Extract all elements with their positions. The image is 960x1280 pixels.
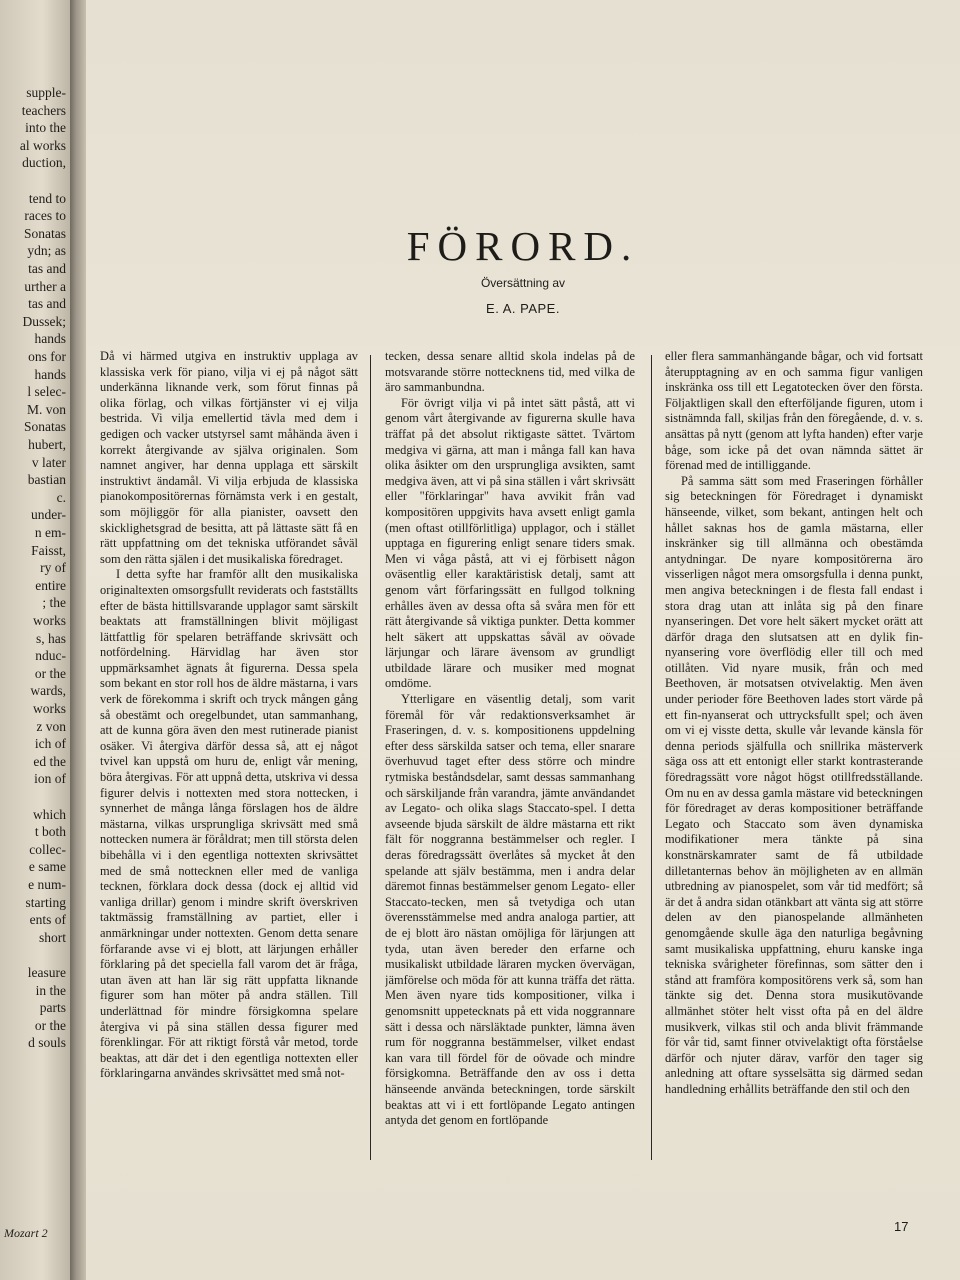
left-page-line: tas and	[28, 261, 66, 276]
text-column-2	[385, 349, 635, 1169]
left-page-line: or the	[34, 665, 66, 681]
left-page-line: supple-	[26, 85, 66, 100]
left-page-line: Dussek;	[22, 313, 66, 329]
left-page-line: ents of	[29, 912, 66, 928]
left-page-line: collec-	[29, 841, 66, 857]
left-page-line: ; the	[42, 595, 66, 611]
left-page-line: z von	[36, 718, 66, 734]
page-number: 17	[894, 1219, 909, 1234]
left-page-line: M. von	[26, 401, 66, 417]
column-divider	[370, 355, 371, 1160]
left-page-line: races to	[24, 208, 66, 224]
left-page-line: ed the	[33, 753, 66, 769]
left-page-line: which	[33, 806, 66, 822]
left-page-line: Faisst,	[31, 542, 66, 558]
left-page-line: works	[33, 701, 66, 716]
left-page-line: ydn; as	[27, 243, 66, 259]
left-page-line: ich of	[34, 736, 66, 752]
left-page-line: e num-	[28, 877, 66, 892]
left-page-line: n em-	[34, 525, 66, 540]
left-page-line: l selec-	[27, 384, 66, 400]
left-page-line: hands	[34, 331, 66, 347]
left-page-line: ion of	[34, 771, 66, 787]
left-page-line: t both	[34, 824, 66, 840]
page-subtitle: Översättning av	[480, 276, 566, 290]
book-gutter	[70, 0, 86, 1280]
left-page-line: d souls	[28, 1035, 66, 1051]
left-page-line: starting	[25, 894, 66, 910]
left-page-line: urther a	[24, 278, 66, 294]
left-page-footer: Mozart 2	[4, 1226, 48, 1240]
left-page-line: in the	[35, 982, 66, 998]
left-page-line: s, has	[36, 630, 66, 646]
left-page-line: leasure	[27, 965, 66, 980]
left-page-line: e same	[28, 859, 66, 875]
left-page-line: tend to	[28, 190, 66, 206]
left-page-line: ons for	[28, 349, 66, 364]
left-page-fragment	[0, 0, 70, 1280]
paragraph: tecken, dessa senare alltid skola indelas på de motsvarande större nottecknens tid, med vilka de äro sammanbundna.	[385, 349, 635, 395]
text-column-3	[665, 349, 923, 1169]
paragraph: På samma sätt som med Fraseringen förhåller sig beteckningen för Föredraget i dynamiskt hänseende, vilket, som bekant, antingen helt och hållet saknas hos de gamla mästarna, eller inskränker sig till allmänna och obestämda antydningar. De nyare kompositörerna äro visserligen något mera omsorgsfulla i denna punkt, men angiva beteckningen i de flesta fall endast i stora drag utan att inlåta sig på den finare nyanseringen. Det vore helt säkert mycket orätt att därför draga den slutsatsen att en dylik fin-nyansering vore överflödig eller till och med otillåten. Vid nyare musik, från och med Beethoven, är motsatsen otvivelaktig. Men även under perioder före Beethoven lades stort värde på ett fin-nyanserat och uttrycksfullt spel; och även om vi ej visste detta, skulle vår levande känsla för denna periods själfulla och snillrika mästerverk säga oss att ett entonigt eller starkt kontrasterande föredragssätt vore något högst otillfredsställande. Om nu en av dessa gamla mästare vid beteckningen för föredraget av deras kompositioner beträffande Legato och Staccato som även dynamiska modifikationer mera tänkte på sina konstnärskamrater samt de få utbildade dilletanternas behov än möjligheten av en allmän utbredning av pianospelet, som vår tid medfört; så är det å andra sidan otänkbart att vänta sig att större delen av den pianospelande allmänheten genomgående skulle äga den naturliga begåvning samt musikaliska uppfattning, ehuru kanske inga tekniska svårigheter förefinnas, som sätter den i stånd att framföra kompositörens verk så, som han tänkte sig det. Denna stora musikutövande allmänhet stöter helt visst ofta på en del äldre musikverk, vilkas stil och anda blivit främmande för vår tid, samt finner otvivelaktigt ofta förståelse därför och njuter därav, varför den tager sig anledning att oftare sysselsätta sig därmed sedan handledning erhållits beträffande den stil och den	[665, 473, 923, 1096]
left-page-line: tas and	[28, 296, 66, 312]
left-page-line: works	[33, 613, 66, 628]
left-page-line: wards,	[30, 683, 66, 699]
left-page-line: under-	[31, 507, 66, 523]
paragraph: I detta syfte har framför allt den musikaliska originaltexten omsorgsfullt reviderats och fastställts efter de bästa hittillsvarande upplagor samt särskilt beaktats att framställningen blivit möjligast lättfattlig för spelaren beträffande skrivsätt och notfördelning. Härvidlag har även stor uppmärksamhet ägnats åt figurerna. Dessa spela som bekant en stor roll hos de äldre mästarna, i vars verk de förekomma i skrift och tryck mången gång så obestämt och oregelbundet, utan sammanhang, att de kunna göra även den mest rutinerade pianist osäker. Vi återgiva därför dessa så, att ej något tvivel kan uppstå om huru de, enligt vår mening, böra återgivas. För att uppnå detta, utskriva vi dessa figurer delvis i nottexten med stora nottecken, i synnerhet de många långa förslagen hos de äldre mästarna, vilkas ursprungliga skrivsätt med små nottecken numera är föråldrat; men till största delen bibehålla vi i den egentliga nottexten skrivsättet med de små nottecknen eller med de vanliga tecknen, förklara dock dessa (dock ej alltid vid vanliga drillar) genom i mindre skrift överskriven taktmässig framställning av partiet, eller i anmärkningar under nottexten. Genom detta senare förfarande avse vi ej blott, att lärjungen erhåller förklaring på det speciella fall varom det är fråga, utan även att han lär sig rätt uppfatta liknande figurer som han möter på andra ställen. Till underlättnad för mindre försigkomna spelare återgiva vi på sina ställen dessa figurer med förenklingar. För att riktigt förstå vår metod, torde beaktas, att där det i den egentliga nottexten eller förklaringarna användes skrivsättet med små not-	[100, 567, 358, 1081]
left-page-line: parts	[39, 1000, 66, 1016]
left-page-line: Sonatas	[24, 419, 66, 435]
left-page-line: al works	[19, 137, 66, 153]
left-page-line: c.	[56, 489, 66, 505]
left-page-line: teachers	[21, 102, 66, 118]
left-page-line: duction,	[22, 155, 66, 171]
left-page-line: bastian	[27, 472, 66, 488]
text-column-1	[100, 349, 358, 1169]
left-page-line: entire	[35, 577, 66, 593]
left-page-line: hubert,	[28, 437, 66, 452]
right-page	[86, 0, 960, 1280]
left-page-line: Sonatas	[24, 225, 66, 241]
left-page-line: ry of	[40, 560, 66, 576]
left-page-line: into the	[25, 120, 66, 136]
translator-name: E. A. PAPE.	[486, 301, 560, 316]
paragraph: Då vi härmed utgiva en instruktiv upplaga av klassiska verk för piano, vilja vi ej på något sätt underkänna liknande verk, som förut finnas på olika förlag, och vilkas förtjänster vi ej vilja bestrida. Vi vilja emellertid tävla med dem i gedigen och vacker utstyrsel samt måhända även i korrekt återgivande av själva originalen. Som namnet angiver, har denna upplaga ett särskilt instruktivt ändamål. Vi vilja erbjuda de klassiska pianokompositörernas förnämsta verk i en gestalt, som möjliggör för alla pianister, oavsett den skicklighetsgrad de besitta, att på lättaste sätt få en rätt uppfattning om det tekniska utförandet såväl som den rätta själen i det musikaliska föredraget.	[100, 349, 358, 566]
paragraph: För övrigt vilja vi på intet sätt påstå, att vi genom vårt återgivande av figurerna skulle hava träffat på det absolut riktigaste sättet. Tvärtom medgiva vi gärna, att man i många fall kan hava olika åsikter om den ursprungliga avsikten, samt medgiva även, att vi på sina ställen i vårt skrivsätt eller "förklaringar" hava avvikit från vad kompositören uppgivits hava avsett enligt gamla (men oftast otillförlitliga) upplagor, och i stället upptaga en figurering enligt senare tiders smak. Men vi våga påstå, att vi ej förbisett någon oväsentlig eller karaktäristisk detalj, samt att genom vårt förfaringssätt en fullgod tolkning erhålles även av dessa ofta så svåra men för ett rätt återgivande så viktiga punkter. Detta kommer helt säkert att uppskattas såväl av oövade lärjungar och lärare ävensom av grundligt utbildade lärare och musiker med mognat omdöme.	[385, 395, 635, 691]
left-page-line: or the	[34, 1017, 66, 1033]
column-divider	[651, 355, 652, 1160]
left-page-line: v later	[31, 454, 66, 470]
left-page-line: hands	[34, 366, 66, 382]
left-page-line: short	[39, 929, 66, 945]
page-title: FÖRORD.	[406, 223, 640, 269]
left-page-line: nduc-	[35, 648, 66, 664]
paragraph: eller flera sammanhängande bågar, och vid fortsatt återupptagning av en och samma figur vanligen inskränka oss till ett Legatotecken över den första. Följaktligen skall den efterföljande figuren, utom i sistnämnda fall, skiljas från den föregående, d. v. s. ansättas på nytt (genom att lyfta handen) efter varje båge, som icke på det ovan nämnda sättet är förenad med de intilliggande.	[665, 349, 923, 473]
paragraph: Ytterligare en väsentlig detalj, som varit föremål för vår redaktionsverksamhet är Fraseringen, d. v. s. kompositionens uppdelning efter dess särskilda satser och tema, eller snarare överhuvud taget efter dess större och mindre rytmiska beståndsdelar, samt dessas sammanhang och särskiljande från varandra, jämte användandet av Legato- och olika slags Staccato-spel. I detta avseende bjuda särskilt de äldre mästarna ett rikt fält för noggranna bestämmelser och regler. I deras föredragssätt överlåtes så mycket åt den spelande att själv bestämma, men i andra delar däremot finnas bestämmelser genom Legato- eller Staccato-tecken, men så tvetydiga och utan överensstämmelse med andra analoga partier, att de ej blott äro nästan omöjliga för lärjungen att tyda, utan även bereder den erfarne och musikaliskt utbildade läraren mycken övervägan, jämförelse och möda för att kunna träffa det rätta. Men även nyare tids kompositioner, vilka i genomsnitt uppetecknats på ett vida noggrannare sätt i dessa och närsläktade punkter, lämna även rum för noggranna bestämmelser, vilket endast kan vara till fördel för de oövade och mindre försigkomna. Beträffande den av oss i detta hänseende använda beteckningen, torde särskilt beaktas att vi i ett fortlöpande Legato antingen antyda det genom en fortlöpande	[385, 692, 635, 1128]
